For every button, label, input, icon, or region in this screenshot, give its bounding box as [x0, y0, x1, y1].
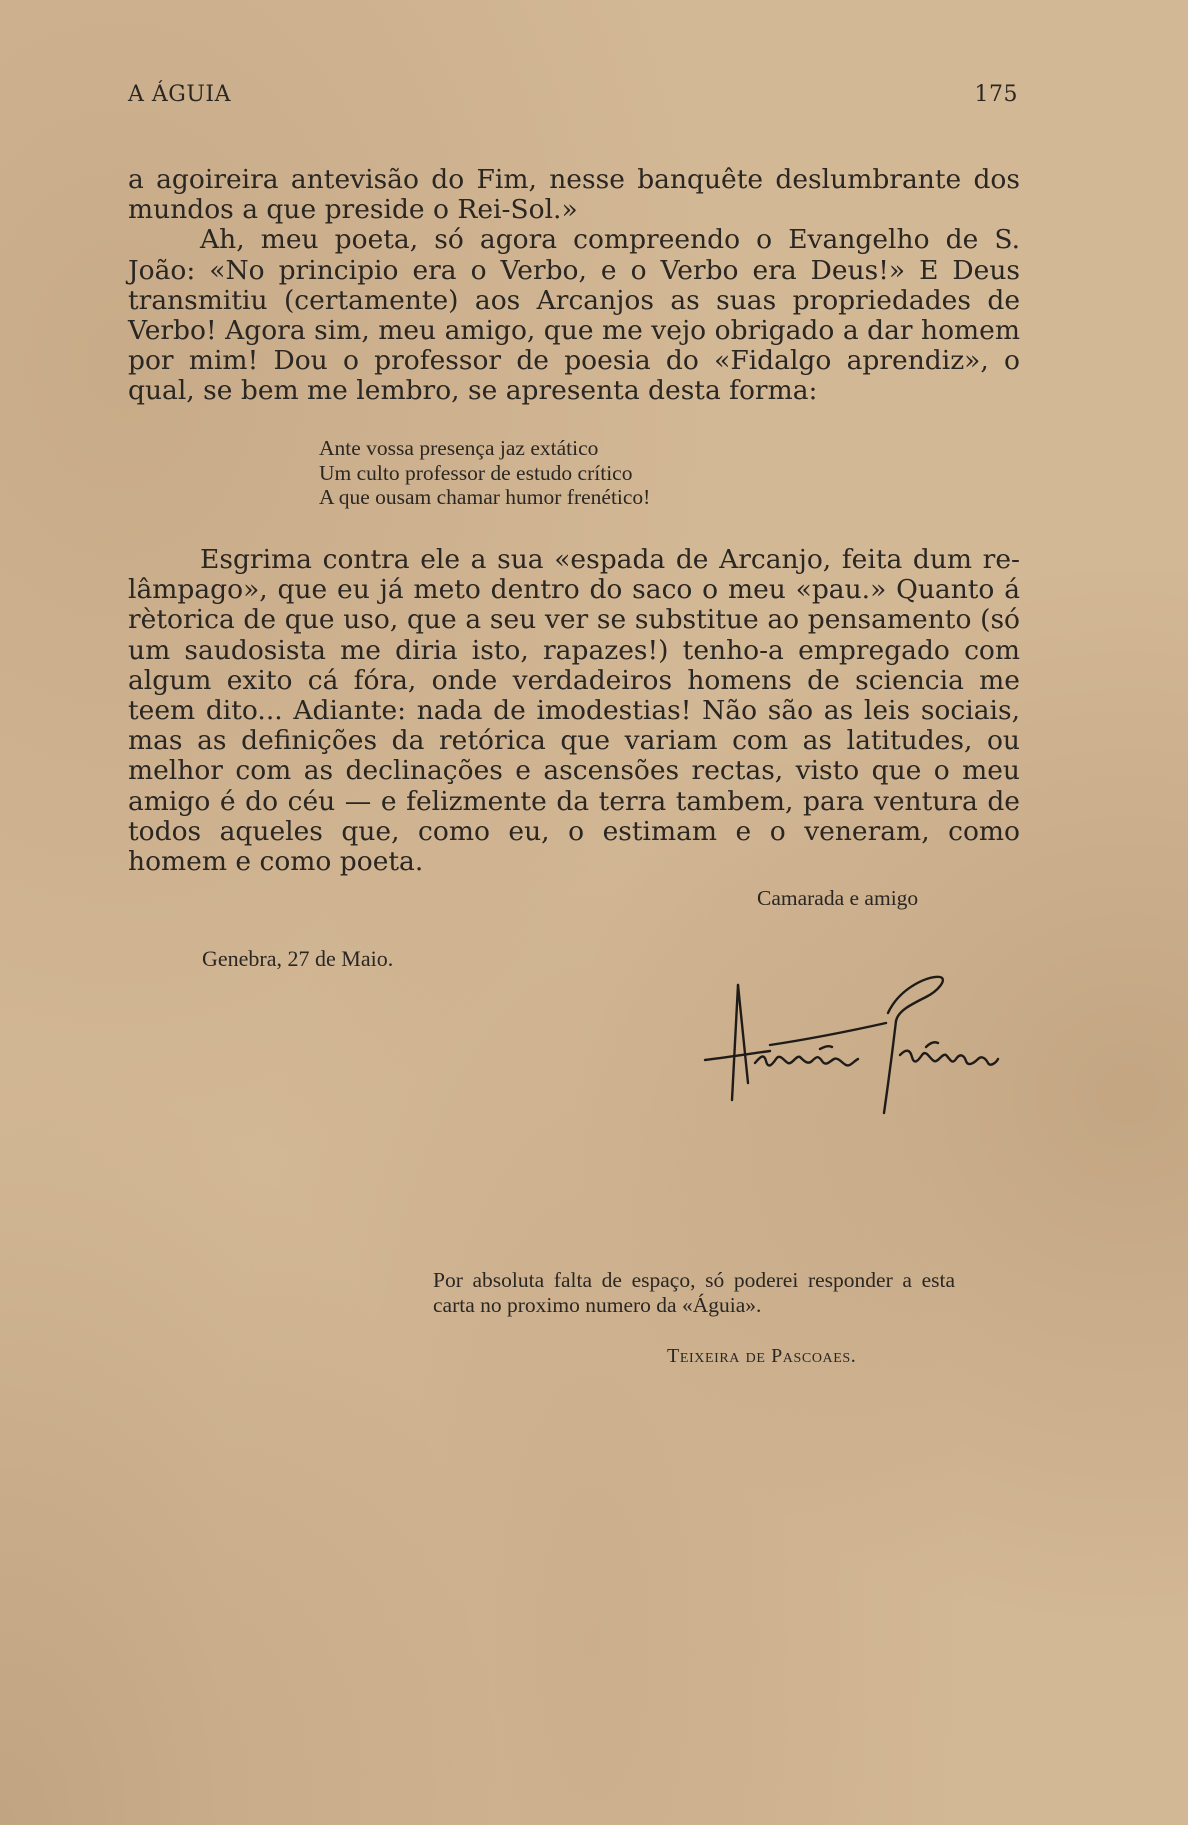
- editor-note-author: Teixeira de Pascoaes.: [667, 1345, 857, 1367]
- letter-dateline: Genebra, 27 de Maio.: [202, 946, 394, 971]
- paragraph: Ah, meu poeta, só agora compreendo o Evangelho de S. João: «No principio era o Verbo, e o Verbo era Deus!» E Deus transmitiu (certamente) aos Arcanjos as suas propriedades de Verbo! Agora sim, meu amigo, que me vejo obrigado a dar homem por mim! Dou o professor de poesia do «Fidalgo aprendiz», o qual, se bem me lembro, se apresenta desta forma:: [128, 224, 1020, 407]
- paragraph-continuation: a agoireira antevisão do Fim, nesse banquête deslumbrante dos mundos a que preside o Rei-Sol.»: [128, 164, 1020, 226]
- handwritten-signature: [700, 965, 1030, 1125]
- verse-line: A que ousam chamar humor frenético!: [319, 485, 651, 509]
- running-title: A ÁGUIA: [128, 82, 231, 107]
- letter-body-part-1: [128, 165, 1020, 407]
- verse-line: Um culto professor de estudo crítico: [319, 460, 633, 485]
- quoted-verse: [319, 436, 650, 510]
- paragraph: Esgrima contra ele a sua «espada de Arcanjo, feita dum relâmpago», que eu já meto dentro do saco o meu «pau.» Quanto á rètorica de que uso, que a seu ver se substitue ao pensamento (só um saudosista me diria isto, rapazes!) tenho-a empregado com algum exito cá fóra, onde verdadeiros homens de sciencia me teem dito... Adiante: nada de imodestias! Não são as leis sociais, mas as definições da retórica que variam com as latitudes, ou melhor com as declinações e ascensões rectas, visto que o meu amigo é do céu — e felizmente da terra tambem, para ventura de todos aqueles que, como eu, o estimam e o veneram, como homem e como poeta.: [128, 544, 1020, 878]
- page-number: 175: [974, 82, 1018, 107]
- editor-note: Por absoluta falta de espaço, só poderei responder a esta carta no proximo numero da «Águia».: [433, 1268, 955, 1317]
- letter-body-part-2: [128, 545, 1020, 877]
- verse-line: Ante vossa presença jaz extático: [319, 436, 599, 460]
- letter-closing: Camarada e amigo: [757, 886, 919, 910]
